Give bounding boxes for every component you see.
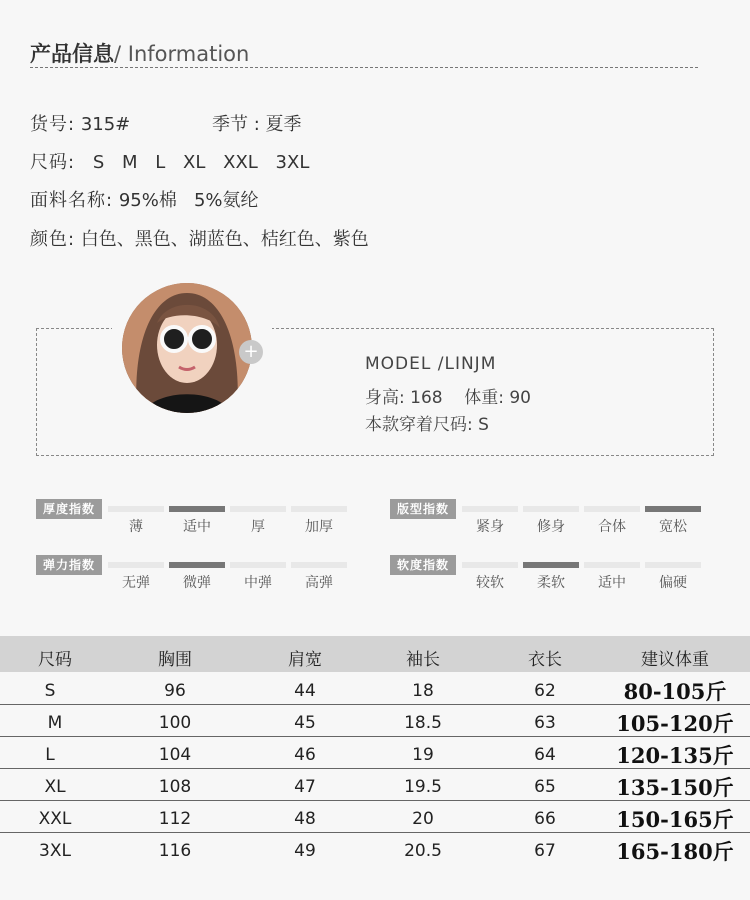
table-cell: 45 (294, 713, 316, 733)
size-option: XL (183, 152, 206, 173)
table-cell: XL (44, 777, 66, 797)
table-header-cell: 肩宽 (288, 650, 322, 670)
table-cell: 66 (534, 809, 556, 829)
fabric-value: 95%棉 5%氨纶 (118, 190, 259, 211)
table-header-cell: 建议体重 (641, 650, 709, 670)
index-tag: 厚度指数 (36, 499, 102, 519)
model-name: MODEL /LINJM (365, 354, 497, 374)
size-option: L (155, 152, 166, 173)
index-option: 合体 (598, 519, 626, 535)
index-option: 厚 (251, 519, 265, 535)
index-selected-bar (169, 562, 225, 568)
table-cell: 64 (534, 745, 556, 765)
table-cell: 18.5 (404, 713, 442, 733)
section-title (30, 38, 249, 68)
size-option: 3XL (275, 152, 310, 173)
color-label: 颜色: (30, 229, 76, 250)
item-number-label: 货号: (30, 114, 76, 135)
index-selected-bar (169, 506, 225, 512)
table-cell: 49 (294, 841, 316, 861)
index-option: 中弹 (244, 575, 272, 591)
table-cell-weight: 120-135斤 (616, 743, 734, 768)
color-row (30, 225, 369, 251)
model-size-worn: 本款穿着尺码: S (365, 415, 489, 435)
item-number-row (30, 110, 130, 136)
table-header-cell: 胸围 (158, 650, 192, 670)
table-cell: 46 (294, 745, 316, 765)
season-label: 季节 : (212, 114, 260, 135)
thickness-index (36, 499, 356, 539)
color-value: 白色、黑色、湖蓝色、桔红色、紫色 (80, 229, 369, 250)
index-option: 微弹 (183, 575, 211, 591)
table-cell-weight: 80-105斤 (623, 679, 727, 704)
size-option: XXL (223, 152, 258, 173)
index-option: 加厚 (305, 519, 333, 535)
season-row (212, 110, 302, 136)
index-option: 适中 (183, 519, 211, 535)
table-cell: 112 (158, 809, 192, 829)
table-header-cell: 袖长 (406, 650, 440, 670)
season-value: 夏季 (265, 114, 302, 135)
title-divider (30, 67, 698, 68)
add-plus-icon: + (239, 340, 263, 364)
table-cell: 44 (294, 681, 316, 701)
table-cell: 20 (412, 809, 434, 829)
table-cell: S (44, 681, 56, 701)
fit-index (390, 499, 710, 539)
section-title-en: / Information (114, 42, 250, 66)
fabric-row (30, 186, 259, 212)
model-avatar (122, 283, 252, 413)
index-option: 高弹 (305, 575, 333, 591)
table-cell: 108 (158, 777, 192, 797)
table-cell: XXL (38, 809, 72, 829)
table-cell: 116 (158, 841, 192, 861)
table-cell: 62 (534, 681, 556, 701)
table-cell: 100 (158, 713, 192, 733)
size-option: S (92, 152, 105, 173)
elasticity-index (36, 555, 356, 595)
index-tag: 软度指数 (390, 555, 456, 575)
table-cell: 67 (534, 841, 556, 861)
index-option: 柔软 (537, 575, 565, 591)
table-cell: 19 (412, 745, 434, 765)
index-tag: 弹力指数 (36, 555, 102, 575)
index-option: 紧身 (476, 519, 504, 535)
model-height-weight: 身高: 168 体重: 90 (365, 388, 531, 408)
index-option: 修身 (537, 519, 565, 535)
section-title-cn: 产品信息 (30, 42, 114, 66)
fabric-label: 面料名称: (30, 190, 114, 211)
table-cell: 20.5 (404, 841, 442, 861)
table-cell-weight: 150-165斤 (616, 807, 734, 832)
table-cell: 96 (164, 681, 186, 701)
table-cell: L (45, 745, 55, 765)
table-cell: 19.5 (404, 777, 442, 797)
index-option: 宽松 (659, 519, 687, 535)
table-header-cell: 衣长 (528, 650, 562, 670)
table-header-cell: 尺码 (38, 650, 72, 670)
table-cell: 65 (534, 777, 556, 797)
table-cell: 48 (294, 809, 316, 829)
index-option: 较软 (476, 575, 504, 591)
index-tag: 版型指数 (390, 499, 456, 519)
table-cell: 104 (158, 745, 192, 765)
index-option: 偏硬 (659, 575, 687, 591)
table-cell: 63 (534, 713, 556, 733)
table-cell-weight: 135-150斤 (616, 775, 734, 800)
size-row (30, 148, 321, 174)
index-selected-bar (645, 506, 701, 512)
table-cell: 18 (412, 681, 434, 701)
index-selected-bar (523, 562, 579, 568)
item-number-value: 315# (80, 114, 131, 135)
table-cell: 3XL (39, 841, 71, 861)
table-cell: 47 (294, 777, 316, 797)
index-option: 薄 (129, 519, 143, 535)
softness-index (390, 555, 710, 595)
table-cell: M (47, 713, 63, 733)
index-option: 适中 (598, 575, 626, 591)
table-cell-weight: 165-180斤 (616, 839, 734, 864)
size-option: M (121, 152, 138, 173)
table-cell-weight: 105-120斤 (616, 711, 734, 736)
size-label: 尺码: (30, 152, 76, 173)
index-option: 无弹 (122, 575, 150, 591)
